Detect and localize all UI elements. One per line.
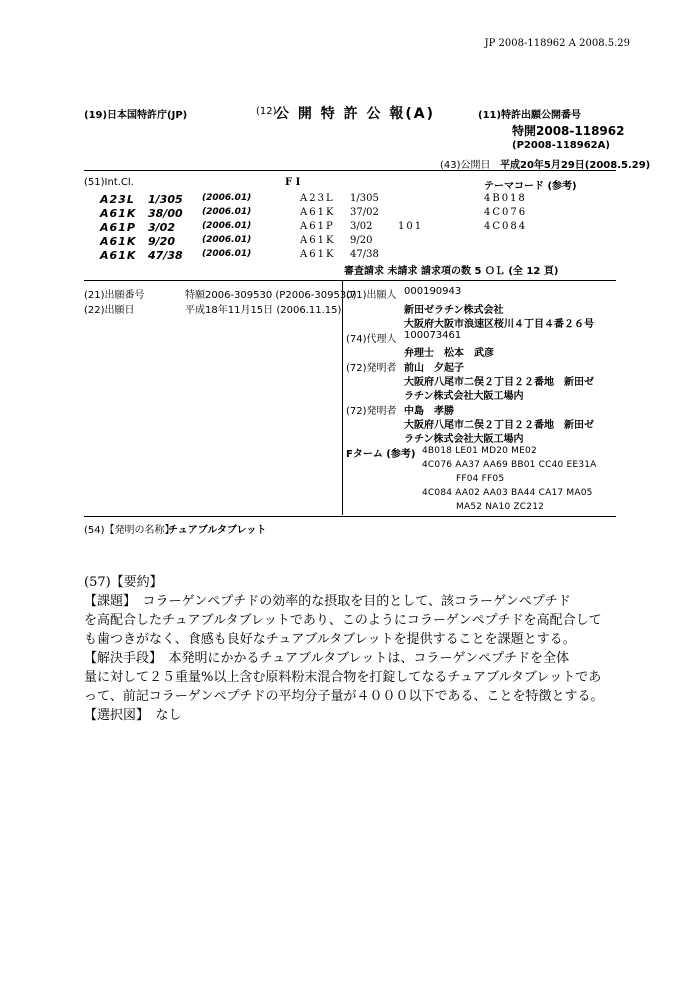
inventor1-name: 前山 夕起子 bbox=[404, 363, 464, 374]
ipc-class: A61K bbox=[100, 207, 137, 220]
fi-subgroup: 3/02 bbox=[350, 221, 373, 232]
ipc-subgroup: 9/20 bbox=[148, 235, 175, 248]
fterm-label: Fターム (参考) bbox=[346, 449, 416, 460]
ipc-version: (2006.01) bbox=[202, 235, 252, 245]
inventor1-label: (72)発明者 bbox=[346, 363, 397, 374]
ipc-class: A61K bbox=[100, 249, 137, 262]
patent-office: (19)日本国特許庁(JP) bbox=[84, 110, 188, 121]
fi-subgroup: 9/20 bbox=[350, 235, 373, 246]
intcl-label: (51)Int.Cl. bbox=[84, 177, 134, 188]
examination-status: 審査請求 未請求 請求項の数 5 ＯＬ (全 12 頁) bbox=[344, 266, 559, 277]
divider-middle bbox=[84, 280, 616, 281]
inventor2-address-line1: 大阪府八尾市二俣２丁目２２番地 新田ゼ bbox=[404, 420, 594, 431]
document-reference: JP 2008-118962 A 2008.5.29 bbox=[484, 38, 630, 49]
inventor2-address-line2: ラチン株式会社大阪工場内 bbox=[404, 434, 524, 445]
ipc-subgroup: 3/02 bbox=[148, 221, 175, 234]
abstract-heading: (57)【要約】 bbox=[84, 575, 163, 590]
ipc-version: (2006.01) bbox=[202, 221, 252, 231]
theme-code: 4C076 bbox=[484, 207, 528, 218]
ipc-class: A61P bbox=[100, 221, 136, 234]
applicant-name: 新田ゼラチン株式会社 bbox=[404, 305, 504, 316]
fi-class: A23L bbox=[300, 193, 335, 204]
fterm-row: 4C076 AA37 AA69 BB01 CC40 EE31A bbox=[422, 460, 597, 470]
document-kind-title: 公 開 特 許 公 報(A) bbox=[275, 106, 436, 122]
theme-code: 4B018 bbox=[484, 193, 527, 204]
inventor1-address-line1: 大阪府八尾市二俣２丁目２２番地 新田ゼ bbox=[404, 377, 594, 388]
application-date: 平成18年11月15日 (2006.11.15) bbox=[185, 305, 342, 316]
inventor1-address-line2: ラチン株式会社大阪工場内 bbox=[404, 391, 524, 402]
fterm-row: FF04 FF05 bbox=[456, 474, 505, 484]
abstract-line: 【課題】 コラーゲンペプチドの効率的な摂取を目的として、該コラーゲンペプチド bbox=[84, 594, 571, 609]
publication-date-label: (43)公開日 bbox=[440, 160, 491, 171]
fterm-row: MA52 NA10 ZC212 bbox=[456, 502, 545, 512]
abstract-line: って、前記コラーゲンペプチドの平均分子量が４０００以下である、ことを特徴とする。 bbox=[84, 689, 604, 704]
publication-number: 特開2008-118962 bbox=[512, 124, 625, 138]
ipc-class: A61K bbox=[100, 235, 137, 248]
invention-title-label: (54)【発明の名称】 bbox=[84, 525, 175, 536]
fi-class: A61P bbox=[300, 221, 335, 232]
application-number-label: (21)出願番号 bbox=[84, 290, 145, 301]
applicant-label: (71)出願人 bbox=[346, 290, 397, 301]
agent-name: 弁理士 松本 武彦 bbox=[404, 348, 494, 359]
abstract-line: も歯つきがなく、食感も良好なチュアブルタブレットを提供することを課題とする。 bbox=[84, 632, 576, 647]
agent-id: 100073461 bbox=[404, 330, 462, 341]
fi-class: A61K bbox=[300, 235, 336, 246]
invention-title: チュアブルタブレット bbox=[168, 525, 267, 536]
inventor2-name: 中島 孝勝 bbox=[404, 406, 454, 417]
application-date-label: (22)出願日 bbox=[84, 305, 135, 316]
divider-bottom bbox=[84, 516, 616, 517]
abstract-line: 量に対して２５重量%以上含む原料粉末混合物を打錠してなるチュアブルタブレットであ bbox=[84, 670, 602, 685]
fterm-row: 4C084 AA02 AA03 BA44 CA17 MA05 bbox=[422, 488, 593, 498]
divider-vertical bbox=[342, 281, 343, 515]
ipc-version: (2006.01) bbox=[202, 249, 252, 259]
fi-class: A61K bbox=[300, 249, 336, 260]
publication-date: 平成20年5月29日(2008.5.29) bbox=[500, 160, 651, 171]
fi-class: A61K bbox=[300, 207, 336, 218]
applicant-address: 大阪府大阪市浪速区桜川４丁目４番２６号 bbox=[404, 319, 594, 330]
abstract-line: 【解決手段】 本発明にかかるチュアブルタブレットは、コラーゲンペプチドを全体 bbox=[84, 651, 570, 666]
publication-number-label: (11)特許出願公開番号 bbox=[478, 110, 582, 121]
inventor2-label: (72)発明者 bbox=[346, 406, 397, 417]
divider-top bbox=[84, 170, 616, 171]
fi-subgroup: 37/02 bbox=[350, 207, 379, 218]
fi-extra: 101 bbox=[398, 221, 424, 232]
abstract-line: を高配合したチュアブルタブレットであり、このようにコラーゲンペプチドを高配合して bbox=[84, 613, 602, 628]
fi-label: F I bbox=[285, 177, 301, 188]
abstract-line: 【選択図】 なし bbox=[84, 708, 182, 723]
publication-number-alt: (P2008-118962A) bbox=[512, 140, 610, 151]
ipc-subgroup: 38/00 bbox=[148, 207, 183, 220]
ipc-version: (2006.01) bbox=[202, 193, 252, 203]
agent-label: (74)代理人 bbox=[346, 334, 397, 345]
applicant-id: 000190943 bbox=[404, 286, 462, 297]
fterm-row: 4B018 LE01 MD20 ME02 bbox=[422, 446, 537, 456]
theme-code-label: テーマコード (参考) bbox=[484, 181, 577, 192]
ipc-subgroup: 1/305 bbox=[148, 193, 183, 206]
fi-subgroup: 47/38 bbox=[350, 249, 379, 260]
ipc-class: A23L bbox=[100, 193, 135, 206]
ipc-subgroup: 47/38 bbox=[148, 249, 183, 262]
ipc-version: (2006.01) bbox=[202, 207, 252, 217]
fi-subgroup: 1/305 bbox=[350, 193, 379, 204]
theme-code: 4C084 bbox=[484, 221, 528, 232]
kind-code: (12) bbox=[256, 106, 277, 117]
application-number: 特願2006-309530 (P2006-309530) bbox=[185, 290, 357, 301]
